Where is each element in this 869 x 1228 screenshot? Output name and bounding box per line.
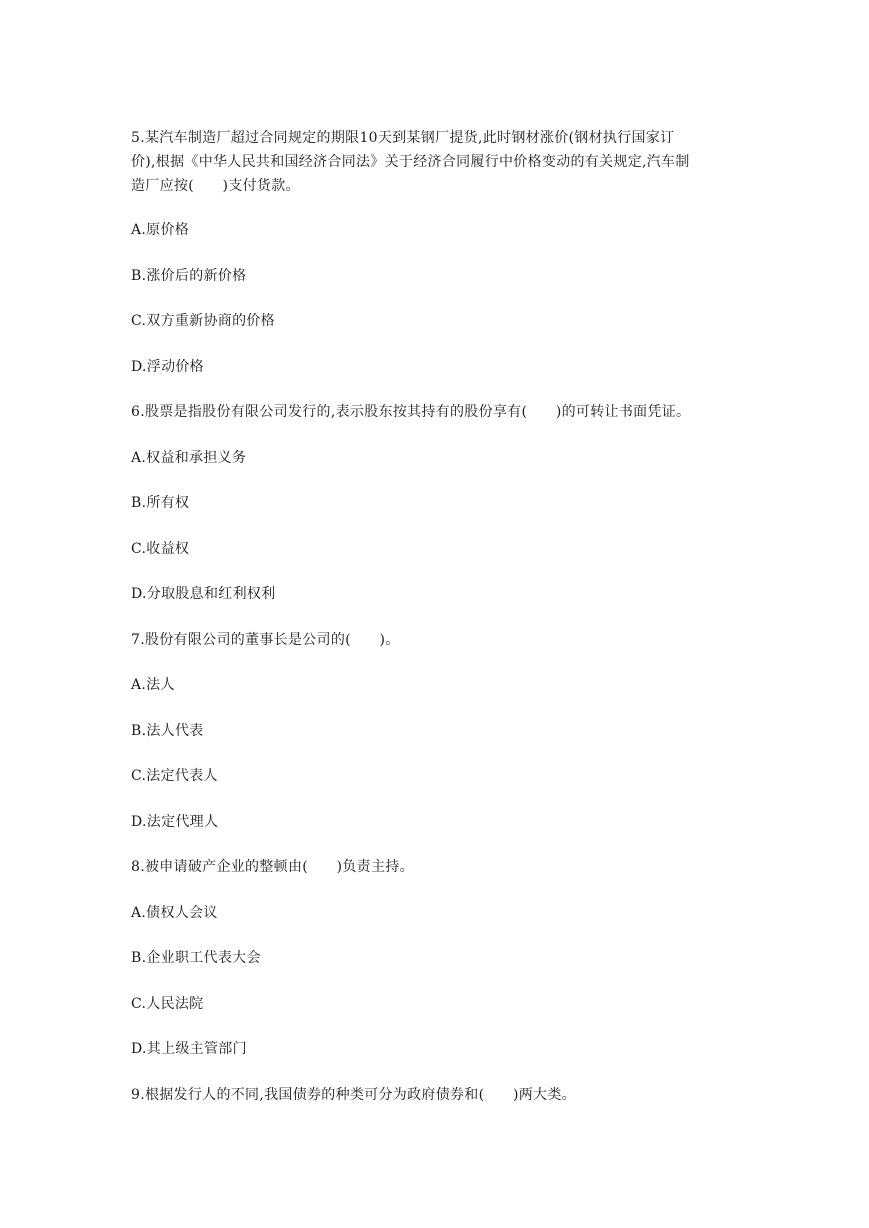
question-7-option-b: B.法人代表 [131, 723, 204, 739]
question-5-option-a: A.原价格 [131, 222, 190, 238]
question-5-stem-line-2: 价),根据《中华人民共和国经济合同法》关于经济合同履行中价格变动的有关规定,汽车制 [131, 154, 690, 170]
question-6-option-b: B.所有权 [131, 495, 190, 511]
question-7-option-c: C.法定代表人 [131, 768, 218, 784]
question-5-stem-line-1: 5.某汽车制造厂超过合同规定的期限10天到某钢厂提货,此时钢材涨价(钢材执行国家订 [131, 130, 675, 146]
question-6-option-a: A.权益和承担义务 [131, 450, 247, 466]
question-7-option-d: D.法定代理人 [131, 814, 219, 830]
question-5-option-d: D.浮动价格 [131, 359, 204, 375]
question-5-stem-line-3: 造厂应按( )支付货款。 [131, 178, 300, 194]
question-8-option-b: B.企业职工代表大会 [131, 950, 261, 966]
question-9-stem-line-1: 9.根据发行人的不同,我国债券的种类可分为政府债券和( )两大类。 [131, 1087, 576, 1103]
question-7-option-a: A.法人 [131, 677, 175, 693]
question-8-option-a: A.债权人会议 [131, 905, 218, 921]
question-8-option-c: C.人民法院 [131, 996, 204, 1012]
question-6-option-d: D.分取股息和红利权利 [131, 586, 276, 602]
question-6-option-c: C.收益权 [131, 541, 190, 557]
question-6-stem-line-1: 6.股票是指股份有限公司发行的,表示股东按其持有的股份享有( )的可转让书面凭证。 [131, 404, 691, 420]
question-5-option-c: C.双方重新协商的价格 [131, 313, 275, 329]
question-7-stem-line-1: 7.股份有限公司的董事长是公司的( )。 [131, 632, 400, 648]
question-8-option-d: D.其上级主管部门 [131, 1041, 247, 1057]
question-5-option-b: B.涨价后的新价格 [131, 268, 247, 284]
question-8-stem-line-1: 8.被申请破产企业的整顿由( )负责主持。 [131, 859, 414, 875]
